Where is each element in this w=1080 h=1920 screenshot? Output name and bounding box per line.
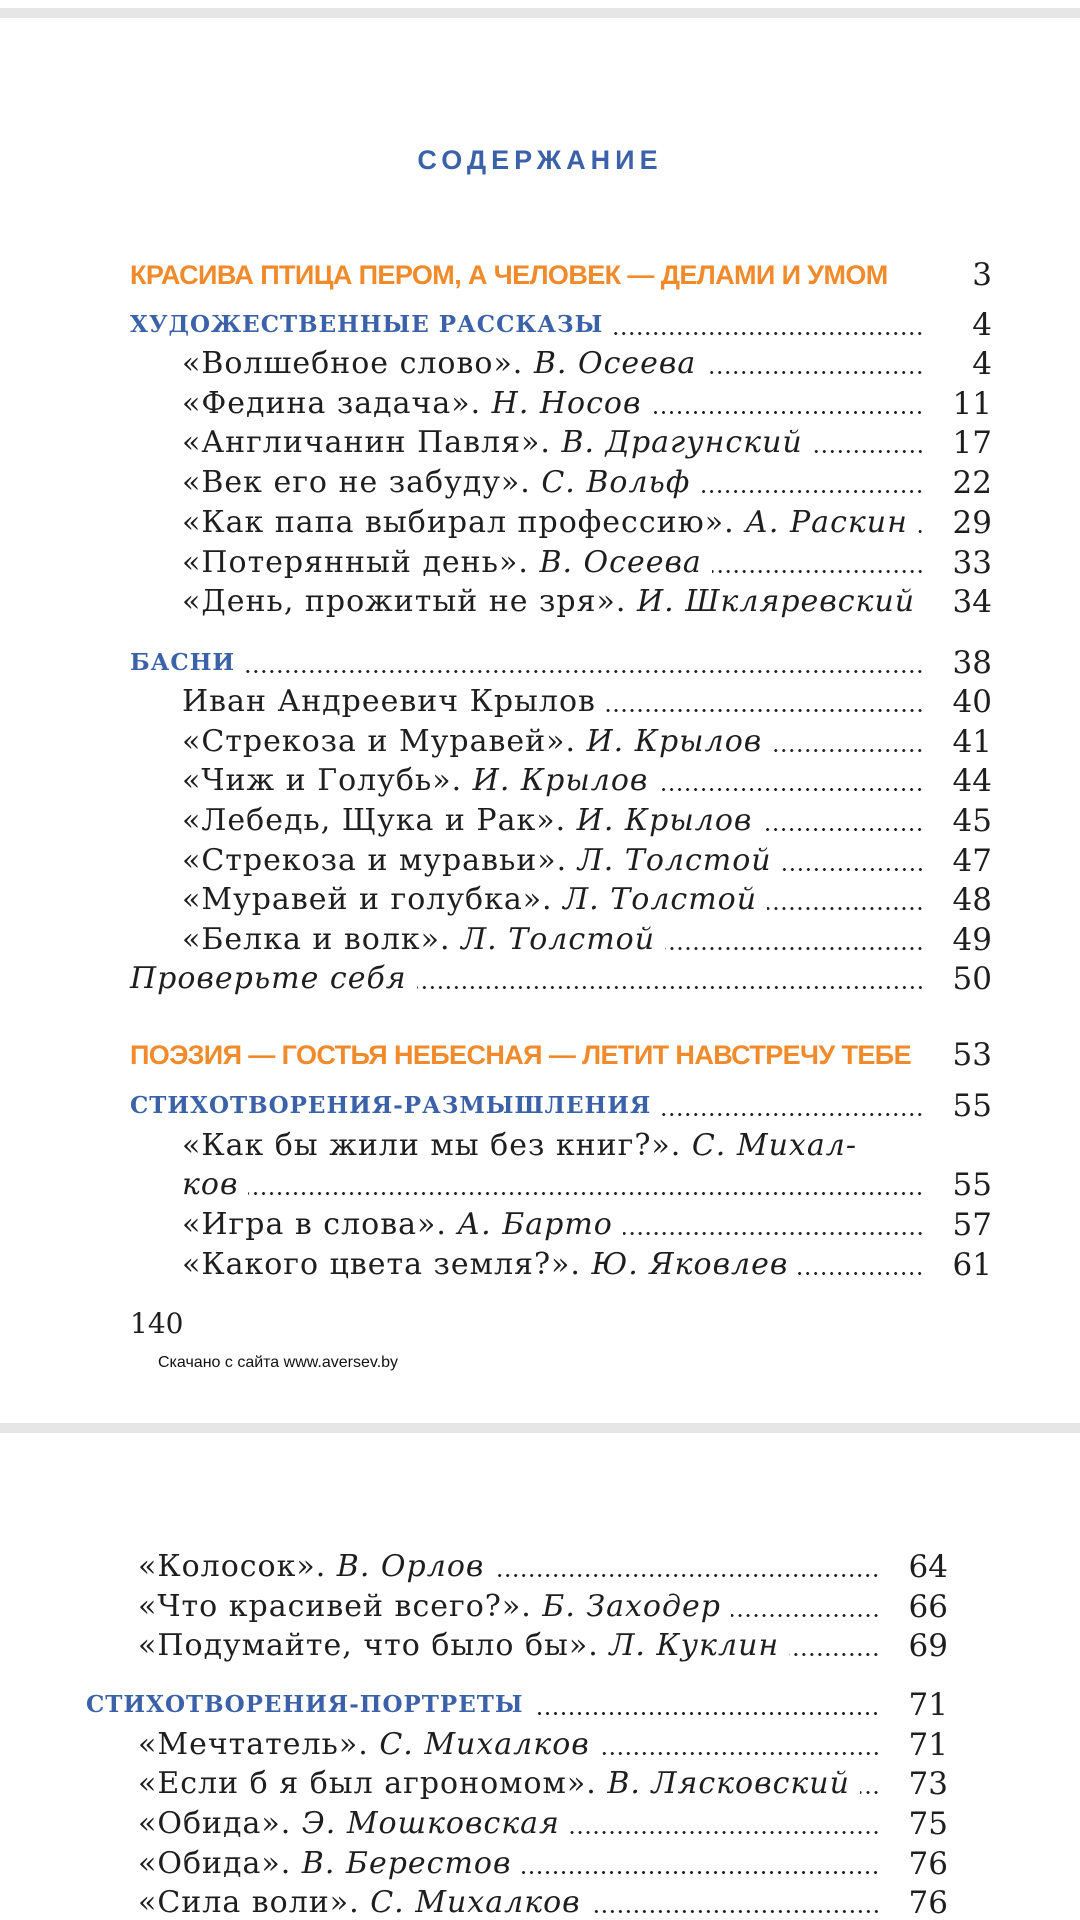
dot-leader xyxy=(606,709,924,712)
toc-entry xyxy=(130,1205,992,1245)
toc-page-number: 34 xyxy=(952,584,992,620)
entry-work-title: «Обида». xyxy=(138,1846,302,1881)
entry-work-title: «Муравей и голубка». xyxy=(182,882,564,917)
toc-page-number: 4 xyxy=(972,307,992,343)
entry-work-title: «Какого цвета земля?». xyxy=(182,1247,592,1282)
toc-page-number: 3 xyxy=(972,257,992,293)
entry-author: В. Орлов xyxy=(336,1549,485,1584)
toc-entry xyxy=(86,1844,948,1884)
entry-work-title: «Стрекоза и Муравей». xyxy=(182,724,587,759)
toc-entry xyxy=(86,1587,948,1627)
entry-author: Б. Заходер xyxy=(542,1589,721,1624)
dot-leader xyxy=(767,907,924,910)
dot-leader xyxy=(918,530,924,533)
toc-entry xyxy=(86,1626,948,1666)
toc-page-number: 66 xyxy=(908,1589,948,1625)
entry-work-title: СТИХОТВОРЕНИЯ-ПОРТРЕТЫ xyxy=(86,1691,524,1718)
entry-author: Л. Толстой xyxy=(577,843,772,878)
toc-entry-title xyxy=(130,582,915,622)
entry-author: В. Драгунский xyxy=(561,425,803,460)
dot-leader xyxy=(613,332,924,335)
document-page-140 xyxy=(0,18,1080,1423)
entry-work-title: «Стрекоза и муравьи». xyxy=(182,843,578,878)
entry-work-title: «День, прожитый не зря». xyxy=(182,584,637,619)
dot-leader xyxy=(494,1574,880,1577)
toc-page-number: 38 xyxy=(952,645,992,681)
entry-author: Ю. Яковлев xyxy=(591,1247,789,1282)
entry-author: И. Крылов xyxy=(472,763,649,798)
toc-entry-title xyxy=(86,1883,581,1920)
toc-entry-title xyxy=(130,682,596,722)
entry-work-title: БАСНИ xyxy=(130,649,236,676)
entry-work-title: «Англичанин Павля». xyxy=(182,425,562,460)
toc-page-number: 49 xyxy=(952,922,992,958)
toc-entry-title xyxy=(130,959,407,999)
dot-leader xyxy=(570,1831,880,1834)
toc-page-number: 64 xyxy=(908,1549,948,1585)
dot-leader xyxy=(712,570,924,573)
entry-author: Л. Толстой xyxy=(563,882,758,917)
toc-entry xyxy=(86,1547,948,1587)
toc-page-number: 44 xyxy=(952,763,992,799)
dot-leader xyxy=(245,670,924,673)
dot-leader xyxy=(661,1113,924,1116)
entry-work-title: ПОЭЗИЯ — ГОСТЬЯ НЕБЕСНАЯ — ЛЕТИТ НАВСТРЕЧУ ТЕБЕ xyxy=(130,1040,912,1070)
toc-entry xyxy=(130,423,992,463)
entry-work-title: «Чиж и Голубь». xyxy=(182,763,473,798)
toc-entry-title xyxy=(130,643,235,683)
toc-section-heading xyxy=(130,1086,992,1126)
page-separator-top xyxy=(0,8,1080,18)
entry-work-title: «Обида». xyxy=(138,1806,302,1841)
entry-work-title: ХУДОЖЕСТВЕННЫЕ РАССКАЗЫ xyxy=(130,311,604,338)
toc-entry-title xyxy=(130,841,772,881)
entry-work-title: «Сила воли». xyxy=(138,1885,371,1920)
toc-entry-title xyxy=(130,1086,651,1126)
toc-entry-title xyxy=(130,543,702,583)
toc-page-number: 40 xyxy=(952,684,992,720)
entry-work-title: «Что красивей всего?». xyxy=(138,1589,543,1624)
toc-page-number: 11 xyxy=(952,386,992,422)
entry-work-title: «Подумайте, что было бы». xyxy=(138,1628,610,1663)
toc-page-number: 33 xyxy=(952,545,992,581)
entry-author: А. Раскин xyxy=(745,505,908,540)
toc-page-number: 22 xyxy=(952,465,992,501)
entry-work-title: Иван Андреевич Крылов xyxy=(182,684,596,719)
toc-page-number: 55 xyxy=(952,1088,992,1124)
dot-leader xyxy=(706,371,924,374)
toc-entry-title xyxy=(130,305,603,345)
toc-entry-title xyxy=(86,1587,721,1627)
dot-leader xyxy=(417,986,924,989)
toc-page-number: 75 xyxy=(908,1806,948,1842)
toc-entry-title xyxy=(130,1245,788,1285)
entry-author: В. Берестов xyxy=(301,1846,512,1881)
entry-author: Проверьте себя xyxy=(130,961,407,996)
toc-part-heading xyxy=(130,255,992,295)
entry-author: И. Крылов xyxy=(576,803,753,838)
toc-entry xyxy=(130,543,992,583)
toc-section-heading xyxy=(130,305,992,345)
toc-page-number: 76 xyxy=(908,1846,948,1882)
toc-page-number: 29 xyxy=(952,505,992,541)
toc-entry-title xyxy=(130,255,888,295)
dot-leader xyxy=(623,1232,924,1235)
entry-work-title: «Белка и волк». xyxy=(182,922,462,957)
toc-page-number: 76 xyxy=(908,1885,948,1920)
toc-entry-title xyxy=(130,801,752,841)
entry-author: В. Лясковский xyxy=(607,1766,850,1801)
toc-page-number: 17 xyxy=(952,425,992,461)
toc-entry-title xyxy=(130,1035,911,1075)
toc-section-heading xyxy=(86,1685,948,1725)
toc-part-heading xyxy=(130,1035,992,1075)
toc-entry-title xyxy=(130,463,690,503)
entry-author: А. Барто xyxy=(457,1207,613,1242)
toc-entry-title xyxy=(130,1126,857,1166)
toc-entry-title xyxy=(130,722,762,762)
entry-work-title: «Как папа выбирал профессию». xyxy=(182,505,746,540)
toc-entry xyxy=(130,722,992,762)
toc-entry-title xyxy=(86,1764,850,1804)
toc-entry xyxy=(86,1725,948,1765)
entry-author: С. Михалков xyxy=(370,1885,581,1920)
toc-entry-title xyxy=(130,1205,613,1245)
dot-leader xyxy=(860,1791,880,1794)
entry-work-title: «Лебедь, Щука и Рак». xyxy=(182,803,577,838)
entry-work-title: «Колосок». xyxy=(138,1549,337,1584)
dot-leader xyxy=(651,411,924,414)
toc-entry-continuation xyxy=(130,1165,992,1205)
dot-leader xyxy=(533,1712,880,1715)
entry-author-continuation: ков xyxy=(182,1167,239,1202)
toc-page-number: 50 xyxy=(952,961,992,997)
toc-page-number: 47 xyxy=(952,843,992,879)
toc-entry-title xyxy=(86,1626,779,1666)
dot-leader xyxy=(600,1752,880,1755)
entry-work-title: «Как бы жили мы без книг?». xyxy=(182,1128,692,1163)
download-source-note: Скачано с сайта www.aversev.by xyxy=(158,1354,399,1371)
toc-entry xyxy=(130,503,992,543)
toc-entry xyxy=(130,1245,992,1285)
entry-author: В. Осеева xyxy=(533,346,697,381)
dot-leader xyxy=(798,1272,924,1275)
toc-entry xyxy=(130,463,992,503)
toc-entry-title xyxy=(86,1547,484,1587)
entry-work-title: КРАСИВА ПТИЦА ПЕРОМ, А ЧЕЛОВЕК — ДЕЛАМИ И УМОМ xyxy=(130,260,888,290)
toc-page-number: 57 xyxy=(952,1207,992,1243)
toc-entry xyxy=(130,582,992,622)
dot-leader xyxy=(658,788,924,791)
entry-work-title: «Если б я был агрономом». xyxy=(138,1766,608,1801)
toc-entry-title xyxy=(130,920,655,960)
entry-author: В. Осеева xyxy=(539,545,702,580)
toc-entry-title xyxy=(130,761,648,801)
dot-leader xyxy=(521,1871,880,1874)
toc-page-number: 69 xyxy=(908,1628,948,1664)
toc-entry xyxy=(130,682,992,722)
page-number: 140 xyxy=(130,1307,184,1340)
toc-entry xyxy=(86,1883,948,1920)
dot-leader xyxy=(591,1910,880,1913)
entry-work-title: СТИХОТВОРЕНИЯ-РАЗМЫШЛЕНИЯ xyxy=(130,1092,652,1119)
toc-section-heading xyxy=(130,643,992,683)
entry-author: С. Вольф xyxy=(541,465,691,500)
toc-page-number: 48 xyxy=(952,882,992,918)
toc-entry xyxy=(130,959,992,999)
toc-entry-title xyxy=(130,344,696,384)
toc-page-number: 61 xyxy=(952,1247,992,1283)
toc-entry xyxy=(86,1764,948,1804)
entry-author: И. Крылов xyxy=(586,724,763,759)
toc-entry xyxy=(130,1126,992,1166)
toc-entry-title xyxy=(130,503,908,543)
toc-entry xyxy=(130,841,992,881)
entry-work-title: «Игра в слова». xyxy=(182,1207,458,1242)
toc-entry-title xyxy=(86,1725,590,1765)
toc-entry-title xyxy=(130,423,803,463)
toc-page-number: 71 xyxy=(908,1727,948,1763)
toc-entry xyxy=(86,1804,948,1844)
entry-work-title: «Потерянный день». xyxy=(182,545,540,580)
dot-leader xyxy=(665,947,924,950)
entry-author: С. Михал- xyxy=(691,1128,857,1163)
entry-author: Л. Куклин xyxy=(609,1628,780,1663)
dot-leader xyxy=(789,1653,880,1656)
toc-entry-title xyxy=(86,1804,560,1844)
entry-author: С. Михалков xyxy=(379,1727,590,1762)
toc-entry xyxy=(130,880,992,920)
entry-author: Л. Толстой xyxy=(461,922,656,957)
document-page-141 xyxy=(0,1436,1080,1920)
toc-entry xyxy=(130,344,992,384)
toc-entry-title xyxy=(86,1685,523,1725)
toc-page-number: 55 xyxy=(952,1167,992,1203)
toc-page-number: 45 xyxy=(952,803,992,839)
toc-entry-title xyxy=(130,880,757,920)
toc-entry xyxy=(130,761,992,801)
dot-leader xyxy=(782,868,924,871)
entry-work-title: «Век его не забуду». xyxy=(182,465,542,500)
dot-leader xyxy=(700,490,924,493)
toc-entry xyxy=(130,920,992,960)
dot-leader xyxy=(248,1192,924,1195)
toc-page-number: 53 xyxy=(952,1037,992,1073)
toc-page-number: 4 xyxy=(972,346,992,382)
toc-page-number: 73 xyxy=(908,1766,948,1802)
entry-author: И. Шкляревский xyxy=(636,584,916,619)
toc-page-number: 41 xyxy=(952,724,992,760)
entry-author: Н. Носов xyxy=(491,386,642,421)
toc-title: СОДЕРЖАНИЕ xyxy=(417,145,663,175)
dot-leader xyxy=(772,749,924,752)
entry-work-title: «Мечтатель». xyxy=(138,1727,380,1762)
toc-entry xyxy=(130,801,992,841)
toc-entry xyxy=(130,384,992,424)
entry-work-title: «Волшебное слово». xyxy=(182,346,534,381)
dot-leader xyxy=(813,450,924,453)
dot-leader xyxy=(762,828,924,831)
entry-author: Э. Мошковская xyxy=(301,1806,560,1841)
toc-entry-title xyxy=(130,384,641,424)
entry-work-title: «Федина задача». xyxy=(182,386,492,421)
dot-leader xyxy=(731,1614,880,1617)
toc-page-number: 71 xyxy=(908,1687,948,1723)
page-separator-middle xyxy=(0,1423,1080,1433)
toc-entry-title xyxy=(86,1844,511,1884)
